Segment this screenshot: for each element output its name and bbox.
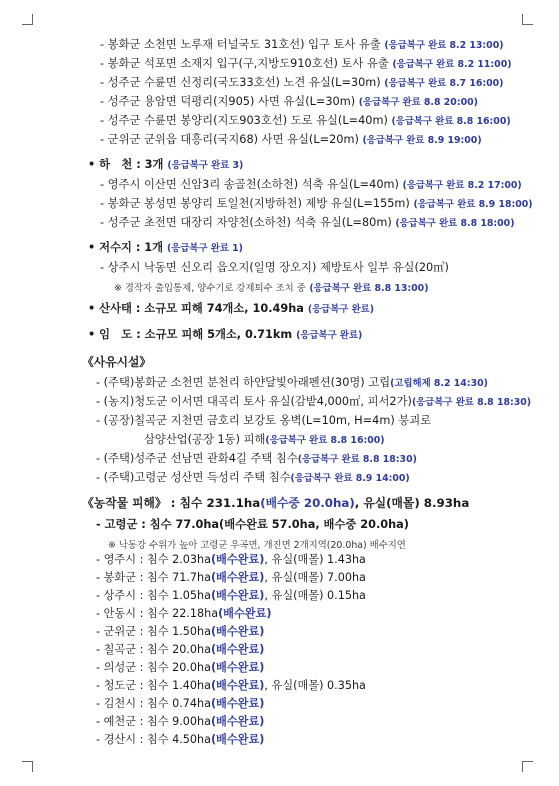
crop-region-row: - 상주시 : 침수 1.05ha(배수완료), 유실(매몰) 0.15ha	[96, 589, 366, 602]
crop-region-row: - 의성군 : 침수 20.0ha(배수완료)	[96, 661, 265, 674]
crop-damage-summary: 《농작물 피해》 : 침수 231.1ha(배수중 20.0ha), 유실(매몰) 8.93ha	[82, 496, 470, 510]
reservoir-heading: • 저수지 : 1개 (응급복구 완료 1)	[88, 241, 243, 254]
private-item: - (주택)봉화군 소천면 분천리 하얀달빛아래펜션(30명) 고립(고립해제 8.2 14:30)	[96, 376, 488, 389]
page-corner-mark	[22, 14, 33, 25]
private-facilities-heading: 《사유시설》	[82, 355, 152, 369]
crop-region-row: - 예천군 : 침수 9.00ha(배수완료)	[96, 715, 265, 728]
crop-region-row: - 봉화군 : 침수 71.7ha(배수완료), 유실(매몰) 7.00ha	[96, 571, 366, 584]
page-corner-mark	[522, 14, 533, 25]
crop-region-row: - 청도군 : 침수 1.40ha(배수완료), 유실(매몰) 0.35ha	[96, 679, 366, 692]
river-item: - 성주군 초전면 대장리 자양천(소하천) 석축 유실(L=80m) (응급복구 완료 8.8 18:00)	[100, 216, 515, 229]
road-item: - 봉화군 석포면 소재지 입구(구,지방도910호선) 토사 유출 (응급복구 완료 8.2 11:00)	[100, 57, 512, 70]
reservoir-note: ※ 경작자 출입통제, 양수기로 강제퇴수 조치 중 (응급복구 완료 8.8 13:00)	[114, 283, 429, 294]
page-corner-mark	[522, 761, 533, 772]
crop-region-row: - 칠곡군 : 침수 20.0ha(배수완료)	[96, 643, 265, 656]
goryeong-note: ※ 낙동강 수위가 높아 고령군 우곡면, 개진면 2개지역(20.0ha) 배수지연	[108, 540, 406, 551]
crop-region-row: - 안동시 : 침수 22.18ha(배수완료)	[96, 607, 272, 620]
private-item: - (주택)고령군 성산면 득성리 주택 침수(응급복구 완료 8.9 14:00)	[96, 471, 410, 484]
private-item: - (공장)칠곡군 지천면 금호리 보강토 옹벽(L=10m, H=4m) 붕괴로	[96, 414, 432, 427]
landslide-summary: • 산사태 : 소규모 피해 74개소, 10.49ha (응급복구 완료)	[88, 302, 374, 315]
crop-region-row: - 군위군 : 침수 1.50ha(배수완료)	[96, 625, 265, 638]
private-item-continued: 삼양산업(공장 1동) 피해(응급복구 완료 8.8 16:00)	[144, 433, 385, 446]
road-item: - 봉화군 소천면 노루재 터널국도 31호선) 입구 토사 유출 (응급복구 완료 8.2 13:00)	[100, 38, 504, 51]
crop-region-row: - 김천시 : 침수 0.74ha(배수완료)	[96, 697, 265, 710]
forest-road-summary: • 임 도 : 소규모 피해 5개소, 0.71km (응급복구 완료)	[88, 328, 363, 341]
reservoir-item: - 상주시 낙동면 신오리 읍오지(일명 장오지) 제방토사 일부 유실(20㎥)	[100, 261, 449, 274]
river-item: - 봉화군 봉성면 봉양리 토일천(지방하천) 제방 유실(L=155m) (응급복구 완료 8.9 18:00)	[100, 197, 533, 210]
river-heading: • 하 천 : 3개 (응급복구 완료 3)	[88, 158, 244, 171]
crop-region-row: - 영주시 : 침수 2.03ha(배수완료), 유실(매몰) 1.43ha	[96, 553, 366, 566]
crop-region-row: - 경산시 : 침수 4.50ha(배수완료)	[96, 733, 265, 746]
road-item: - 군위군 군위읍 대흥리(국지68) 사면 유실(L=20m) (응급복구 완료 8.9 19:00)	[100, 133, 482, 146]
road-item: - 성주군 용암면 덕평리(지905) 사면 유실(L=30m) (응급복구 완료 8.8 20:00)	[100, 95, 478, 108]
goryeong-summary: - 고령군 : 침수 77.0ha(배수완료 57.0ha, 배수중 20.0ha)	[96, 518, 409, 531]
road-item: - 성주군 수륜면 봉양리(지도903호선) 도로 유실(L=40m) (응급복구 완료 8.8 16:00)	[100, 114, 511, 127]
private-item: - (농지)청도군 이서면 대곡리 토사 유실(감밭4,000㎡, 피서2가)(응급복구 완료 8.8 18:30)	[96, 395, 532, 408]
private-item: - (주택)성주군 선남면 관화4길 주택 침수(응급복구 완료 8.8 18:30)	[96, 452, 417, 465]
road-item: - 성주군 수륜면 신정리(국도33호선) 노견 유실(L=30m) (응급복구 완료 8.7 16:00)	[100, 76, 504, 89]
page-corner-mark	[22, 761, 33, 772]
river-item: - 영주시 이산면 신암3리 송골천(소하천) 석축 유실(L=40m) (응급복구 완료 8.2 17:00)	[100, 178, 522, 191]
